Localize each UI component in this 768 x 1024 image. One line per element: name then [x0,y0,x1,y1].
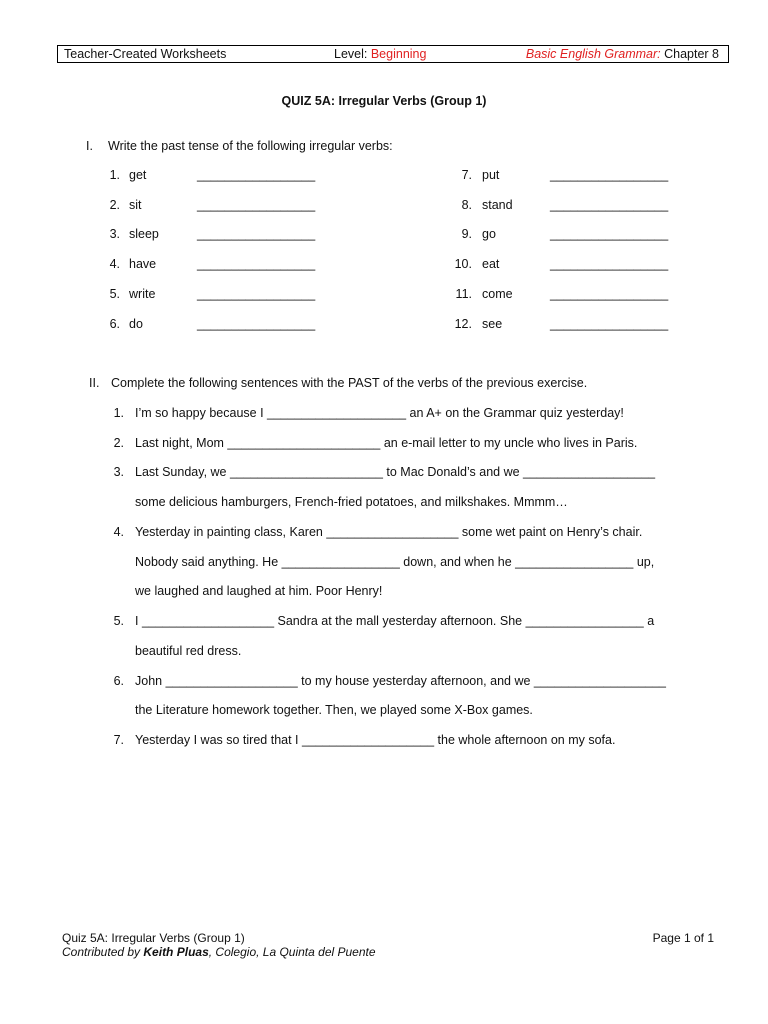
sentence-number: 1. [113,406,124,420]
item-number: 10. [454,257,472,271]
footer-contributor [62,945,376,959]
item-verb: sleep [129,227,159,241]
answer-blank[interactable]: _________________ [550,227,669,241]
item-verb: write [129,287,156,301]
sentence-number: 2. [113,436,124,450]
item-number: 12. [454,317,472,331]
item-verb: go [482,227,496,241]
answer-blank[interactable]: _________________ [550,257,669,271]
header-level [334,47,426,61]
answer-blank[interactable]: _________________ [550,168,669,182]
page-title: QUIZ 5A: Irregular Verbs (Group 1) [281,94,487,108]
sentence-number: 7. [113,733,124,747]
footer-contrib-prefix: Contributed by [62,945,144,959]
item-number: 3. [109,227,120,241]
header-chapter-label: Chapter 8 [660,47,719,61]
sentence-line: we laughed and laughed at him. Poor Henry! [135,584,383,598]
footer-author: Keith Pluas [143,945,209,959]
item-number: 7. [461,168,472,182]
part1-instruction: Write the past tense of the following irregular verbs: [108,139,393,153]
item-verb: put [482,168,500,182]
answer-blank[interactable]: _________________ [197,198,316,212]
sentence-line[interactable]: Yesterday in painting class, Karen ___________________ some wet paint on Henry’s chair. [135,525,643,539]
answer-blank[interactable]: _________________ [550,287,669,301]
sentence-line[interactable]: Nobody said anything. He _________________ down, and when he _________________ up, [135,555,655,569]
item-verb: sit [129,198,142,212]
answer-blank[interactable]: _________________ [197,287,316,301]
header-level-label: Level: [334,47,371,61]
sentence-line[interactable]: I’m so happy because I ____________________ an A+ on the Grammar quiz yesterday! [135,406,624,420]
part2-instruction: Complete the following sentences with the PAST of the verbs of the previous exercise. [111,376,588,390]
item-verb: stand [482,198,513,212]
header-source: Teacher-Created Worksheets [64,47,227,61]
sentence-line: the Literature homework together. Then, we played some X-Box games. [135,703,533,717]
footer-contrib-suffix: , Colegio, La Quinta del Puente [208,945,376,959]
sentence-line[interactable]: I ___________________ Sandra at the mall yesterday afternoon. She _________________ a [135,614,655,628]
header-chapter [526,47,719,61]
sentence-number: 5. [113,614,124,628]
answer-blank[interactable]: _________________ [197,227,316,241]
footer-title: Quiz 5A: Irregular Verbs (Group 1) [62,931,245,945]
sentence-line: beautiful red dress. [135,644,242,658]
item-number: 8. [461,198,472,212]
header-book-label: Basic English Grammar: [525,47,661,61]
item-verb: come [482,287,513,301]
part2-numeral: II. [89,376,100,390]
answer-blank[interactable]: _________________ [197,168,316,182]
sentence-number: 4. [113,525,124,539]
item-number: 9. [461,227,472,241]
sentence-number: 6. [113,674,124,688]
answer-blank[interactable]: _________________ [550,317,669,331]
item-verb: do [129,317,143,331]
answer-blank[interactable]: _________________ [550,198,669,212]
item-number: 2. [109,198,120,212]
item-number: 5. [109,287,120,301]
item-number: 6. [109,317,120,331]
sentence-line[interactable]: Last Sunday, we ______________________ to Mac Donald’s and we ___________________ [135,465,656,479]
sentence-line[interactable]: Yesterday I was so tired that I ___________________ the whole afternoon on my sofa. [135,733,616,747]
item-number: 4. [109,257,120,271]
item-verb: see [482,317,503,331]
part1-numeral: I. [86,139,93,153]
item-number: 1. [109,168,120,182]
sentence-number: 3. [113,465,124,479]
sentence-line[interactable]: John ___________________ to my house yesterday afternoon, and we ___________________ [135,674,666,688]
header-level-value: Beginning [370,47,427,61]
sentence-line[interactable]: Last night, Mom ______________________ an e-mail letter to my uncle who lives in Paris. [135,436,638,450]
footer-page-number: Page 1 of 1 [652,931,714,945]
sentence-line: some delicious hamburgers, French-fried potatoes, and milkshakes. Mmmm… [135,495,568,509]
item-number: 11. [455,287,472,301]
item-verb: eat [482,257,500,271]
header-bar [57,45,729,63]
item-verb: have [129,257,157,271]
item-verb: get [129,168,147,182]
answer-blank[interactable]: _________________ [197,257,316,271]
answer-blank[interactable]: _________________ [197,317,316,331]
